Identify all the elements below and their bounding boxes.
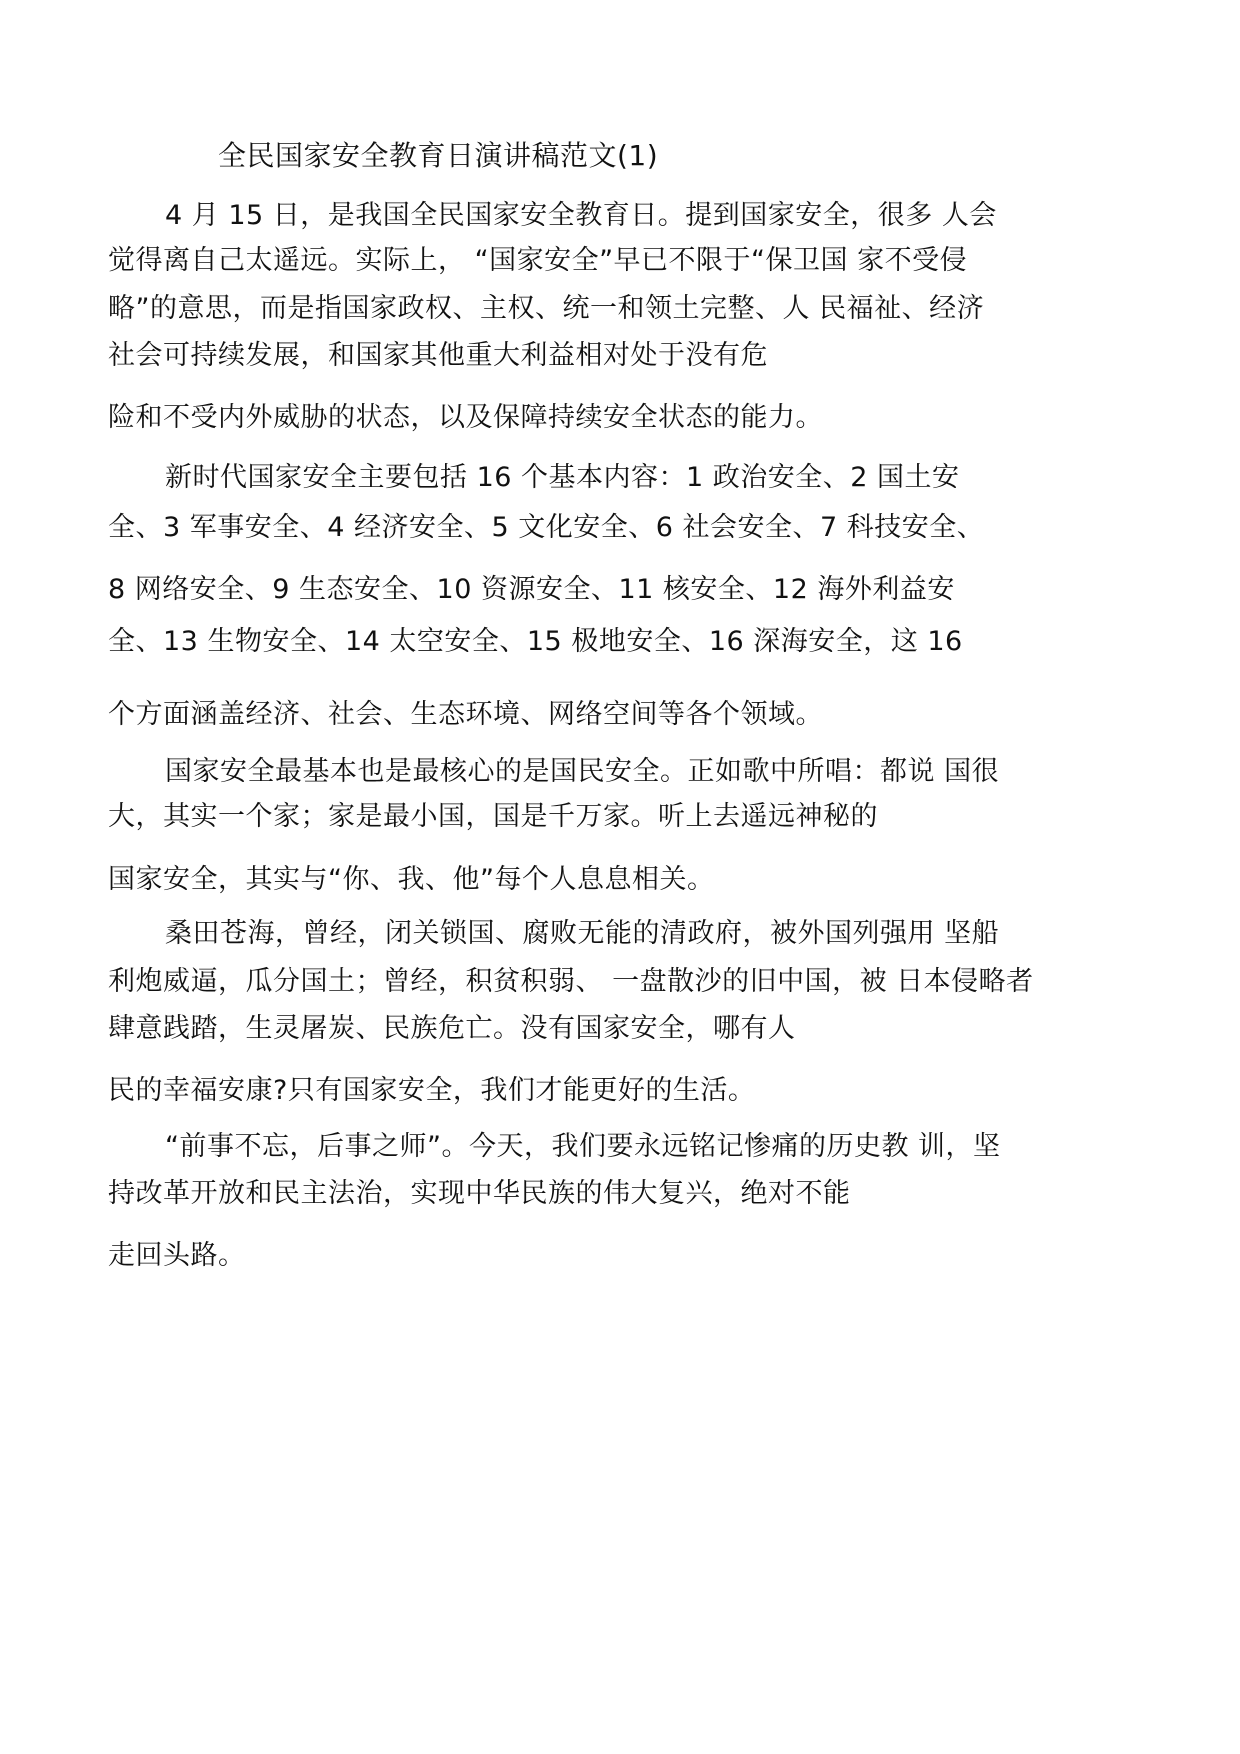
paragraph-line: 民的幸福安康?只有国家安全，我们才能更好的生活。: [108, 1075, 756, 1106]
paragraph-line: “前事不忘，后事之师”。今天，我们要永远铭记惨痛的历史教 训，坚: [165, 1131, 1001, 1162]
paragraph-line: 略”的意思，而是指国家政权、主权、统一和领土完整、人 民福祉、经济: [108, 293, 985, 324]
paragraph-line: 全、3 军事安全、4 经济安全、5 文化安全、6 社会安全、7 科技安全、: [108, 512, 985, 543]
paragraph-line: 4 月 15 日，是我国全民国家安全教育日。提到国家安全，很多 人会: [165, 200, 997, 231]
paragraph-line: 桑田苍海，曾经，闭关锁国、腐败无能的清政府，被外国列强用 坚船: [165, 918, 1000, 949]
paragraph-line: 国家安全，其实与“你、我、他”每个人息息相关。: [108, 864, 715, 895]
paragraph-line: 觉得离自己太遥远。实际上， “国家安全”早已不限于“保卫国 家不受侵: [108, 245, 968, 276]
paragraph-line: 持改革开放和民主法治，实现中华民族的伟大复兴，绝对不能: [108, 1178, 851, 1209]
paragraph-line: 肆意践踏，生灵屠炭、民族危亡。没有国家安全，哪有人: [108, 1013, 796, 1044]
paragraph-line: 利炮威逼，瓜分国土；曾经，积贫积弱、 一盘散沙的旧中国，被 日本侵略者: [108, 966, 1034, 997]
paragraph-line: 新时代国家安全主要包括 16 个基本内容：1 政治安全、2 国土安: [165, 462, 960, 493]
paragraph-line: 走回头路。: [108, 1240, 246, 1271]
paragraph-line: 个方面涵盖经济、社会、生态环境、网络空间等各个领域。: [108, 699, 823, 730]
paragraph-line: 社会可持续发展，和国家其他重大利益相对处于没有危: [108, 340, 768, 371]
paragraph-line: 全、13 生物安全、14 太空安全、15 极地安全、16 深海安全，这 16: [108, 626, 963, 657]
document-title: 全民国家安全教育日演讲稿范文(1): [218, 139, 659, 172]
paragraph-line: 大，其实一个家；家是最小国，国是千万家。听上去遥远神秘的: [108, 801, 878, 832]
paragraph-line: 8 网络安全、9 生态安全、10 资源安全、11 核安全、12 海外利益安: [108, 574, 955, 605]
paragraph-line: 国家安全最基本也是最核心的是国民安全。正如歌中所唱：都说 国很: [165, 756, 1000, 787]
paragraph-line: 险和不受内外威胁的状态，以及保障持续安全状态的能力。: [108, 402, 823, 433]
